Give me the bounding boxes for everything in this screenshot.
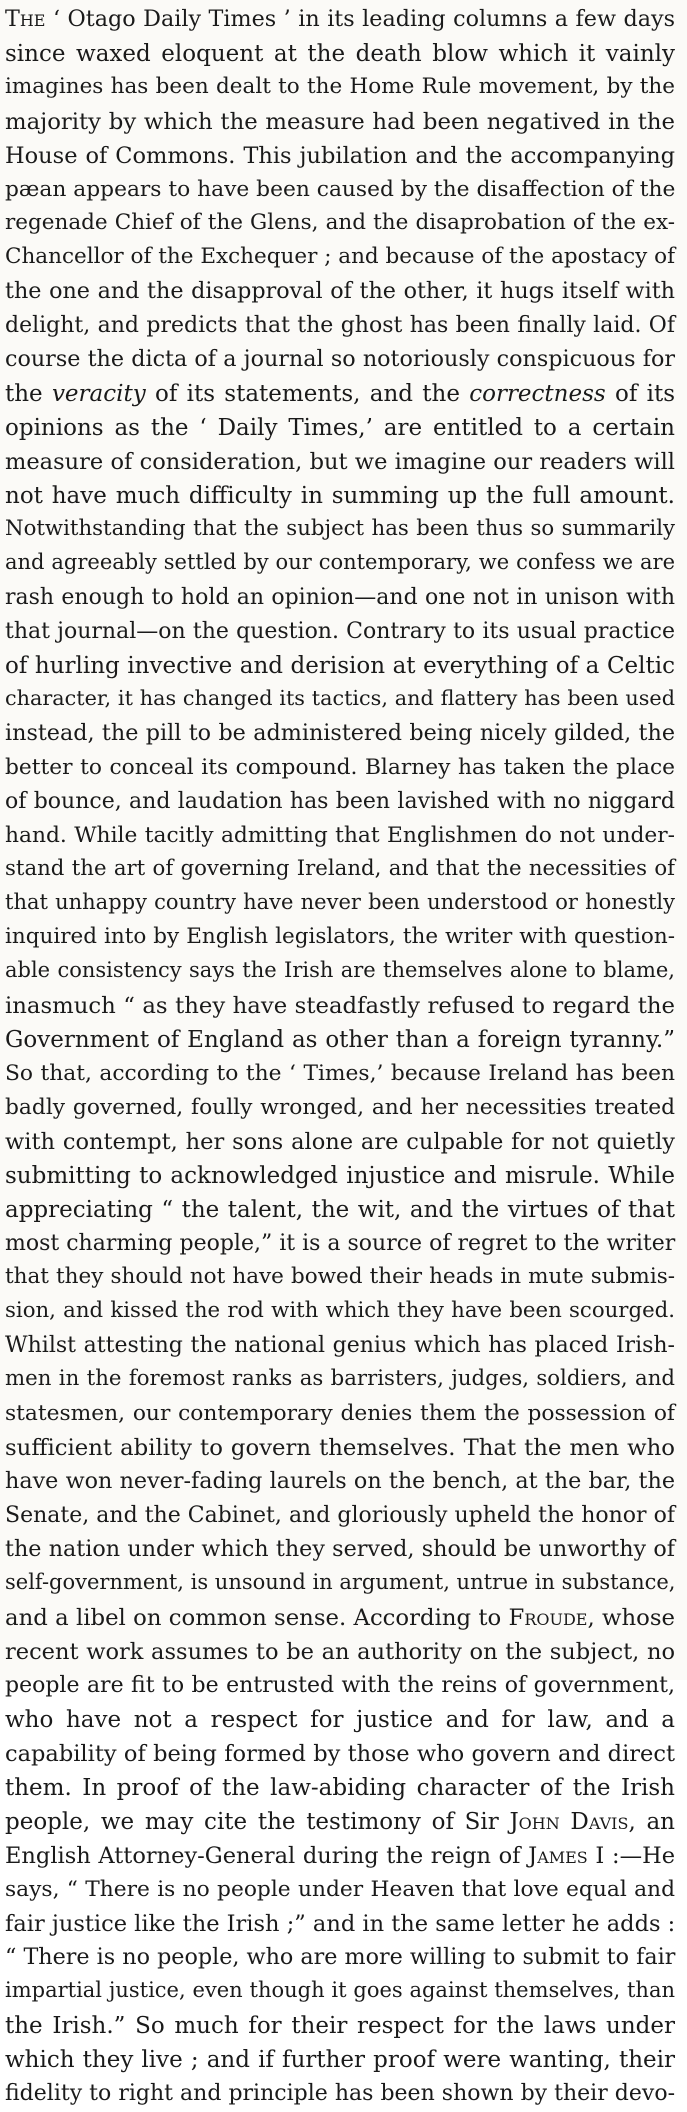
article-line [5,276,675,310]
text-run: self-government, is unsound in argument, untrue in substance, [5,1570,676,1594]
text-run: measure of consideration, but we imagine our readers will [5,449,675,475]
text-run: fair justice like the Irish ;” and in the same letter he adds : [5,1911,676,1937]
article-line [5,1772,675,1806]
text-run: with contempt, her sons alone are culpable for not quietly [5,1129,675,1155]
article-line [5,378,675,412]
article-line [5,616,675,650]
article-line [5,1194,675,1228]
text-run: people, we may cite the testimony of Sir [5,1809,510,1835]
text-run: of hurling invective and derision at everything of a Celtic [5,653,675,679]
article-line [5,582,675,616]
small-caps-text: James I [528,1843,605,1869]
article-line [5,310,675,344]
text-run: course the dicta of a journal so notoriously conspicuous for [5,346,675,372]
article-line [5,990,675,1024]
article-line [5,446,675,480]
text-run: instead, the pill to be administered being nicely gilded, the [5,720,675,746]
text-run: Chancellor of the Exchequer ; and because of the apostacy of [5,244,676,269]
article-line [5,514,675,548]
article-line [5,1262,675,1296]
text-run: Whilst attesting the national genius which has placed Irish- [5,1333,675,1358]
text-run: badly governed, foully wronged, and her necessities treated [5,1095,675,1120]
text-run: recent work assumes to be an authority on the subject, no [5,1639,675,1665]
article-line [5,2010,675,2044]
text-run: appreciating “ the talent, the wit, and the virtues of that [5,1197,675,1223]
article-line [5,1432,675,1466]
article-line [5,820,675,854]
text-run: hand. While tacitly admitting that Englishmen do not under- [5,823,675,848]
article-line [5,1228,675,1262]
text-run: the Irish.” So much for their respect for the laws under [5,2013,675,2039]
text-run: pæan appears to have been caused by the disaffection of the [5,177,676,202]
text-run: that they should not have bowed their heads in mute submis- [5,1264,675,1289]
article-line [5,684,675,718]
article-line [5,480,675,514]
text-run: the [5,381,52,407]
text-run: men in the foremost ranks as barristers, judges, soldiers, and [5,1366,675,1391]
article-line [5,1806,675,1840]
article-line [5,1126,675,1160]
article-line [5,1874,675,1908]
text-run: better to conceal its compound. Blarney has taken the place [5,755,675,780]
text-run: sion, and kissed the rod with which they have been scourged. [5,1298,675,1323]
article-line [5,1704,675,1738]
text-run: the nation under which they served, should be unworthy of [5,1536,675,1562]
text-run: most charming people,” it is a source of regret to the writer [5,1231,676,1256]
text-run: inasmuch “ as they have steadfastly refused to regard the [5,993,675,1019]
text-run: imagines has been dealt to the Home Rule movement, by the [5,74,675,99]
article-line [5,2078,675,2112]
text-run: :—He [604,1843,676,1869]
article-line [5,1160,675,1194]
text-run: ‘ Otago Daily Times ’ in its leading columns a few days [45,6,675,32]
article-line [5,412,675,446]
article-line [5,106,675,140]
article-line [5,786,675,820]
text-run: statesmen, our contemporary denies them the possession of [5,1401,675,1426]
article-line [5,242,675,276]
article-line [5,1636,675,1670]
text-run: So that, according to the ‘ Times,’ because Ireland has been [5,1061,675,1086]
article-line [5,1330,675,1364]
article-line [5,174,675,208]
article-line [5,1296,675,1330]
article-line [5,1568,675,1602]
article-line [5,650,675,684]
article-line [5,548,675,582]
article-line [5,1670,675,1704]
article-line [5,1602,675,1636]
article-line [5,1398,675,1432]
text-run: Senate, and the Cabinet, and gloriously upheld the honor of [5,1503,675,1528]
article-line [5,1976,675,2010]
article-line [5,1942,675,1976]
text-run: people are fit to be entrusted with the reins of government, [5,1673,675,1698]
small-caps-text: Froude [508,1605,588,1631]
text-run: have won never-fading laurels on the bench, at the bar, the [5,1468,675,1494]
text-run: that unhappy country have never been understood or honestly [5,890,675,914]
article-line [5,752,675,786]
text-run: delight, and predicts that the ghost has been finally laid. Of [5,313,675,338]
text-run: of its [605,381,675,407]
text-run: sufficient ability to govern themselves. That the men who [5,1435,675,1461]
article-line [5,956,675,990]
text-run: able consistency says the Irish are themselves alone to blame, [5,958,675,982]
article-line [5,38,675,72]
text-run: English Attorney-General during the reign of [5,1843,529,1869]
text-run: of its statements, and the [145,381,470,407]
text-run: that journal—on the question. Contrary to its usual practice [5,619,675,644]
text-run: Government of England as other than a foreign tyranny.” [5,1027,675,1053]
text-run: , an [628,1809,675,1835]
article-line [5,1058,675,1092]
article-body [5,4,675,2112]
text-run: rash enough to hold an opinion—and one not in unison with [5,585,675,610]
text-run: fidelity to right and principle has been shown by their devo- [5,2081,675,2106]
article-line [5,4,675,38]
article-line [5,922,675,956]
article-line [5,1500,675,1534]
article-line [5,1534,675,1568]
article-line [5,1738,675,1772]
text-run: submitting to acknowledged injustice and misrule. While [5,1163,675,1189]
article-line [5,1840,675,1874]
article-line [5,1466,675,1500]
article-line [5,854,675,888]
text-run: who have not a respect for justice and for law, and a [5,1707,675,1733]
text-run: says, “ There is no people under Heaven that love equal and [5,1877,675,1902]
text-run: the one and the disapproval of the other, it hugs itself with [5,278,675,304]
article-line [5,888,675,922]
article-line [5,718,675,752]
text-run: and a libel on common sense. According to [5,1605,509,1631]
small-caps-text: The [5,6,46,32]
italic-text: veracity [51,381,146,407]
small-caps-text: John Davis [509,1809,629,1835]
text-run: Notwithstanding that the subject has been thus so summarily [5,516,675,541]
text-run: capability of being formed by those who govern and direct [5,1741,675,1767]
article-line [5,208,675,242]
article-line [5,72,675,106]
text-run: impartial justice, even though it goes against themselves, than [5,1978,675,2002]
article-line [5,344,675,378]
article-line [5,1908,675,1942]
text-run: which they live ; and if further proof were wanting, their [5,2047,675,2073]
text-run: opinions as the ‘ Daily Times,’ are entitled to a certain [5,415,675,441]
italic-text: correctness [469,381,606,407]
text-run: “ There is no people, who are more willing to submit to fair [5,1944,676,1970]
article-line [5,1024,675,1058]
text-run: House of Commons. This jubilation and the accompanying [5,143,675,169]
text-run: character, it has changed its tactics, and flattery has been used [5,686,675,710]
text-run: not have much difficulty in summing up the full amount. [5,483,675,509]
text-run: them. In proof of the law-abiding character of the Irish [5,1775,675,1801]
text-run: majority by which the measure had been negatived in the [5,109,675,135]
text-run: of bounce, and laudation has been lavished with no niggard [5,789,675,814]
text-run: since waxed eloquent at the death blow which it vainly [5,41,675,67]
article-line [5,2044,675,2078]
article-line [5,1092,675,1126]
text-run: inquired into by English legislators, the writer with question- [5,924,675,949]
text-run: regenade Chief of the Glens, and the disaprobation of the ex- [5,210,675,235]
text-run: and agreeably settled by our contemporary, we confess we are [5,550,675,574]
article-line [5,140,675,174]
text-run: , whose [587,1605,675,1631]
text-run: stand the art of governing Ireland, and that the necessities of [5,856,675,881]
article-line [5,1364,675,1398]
